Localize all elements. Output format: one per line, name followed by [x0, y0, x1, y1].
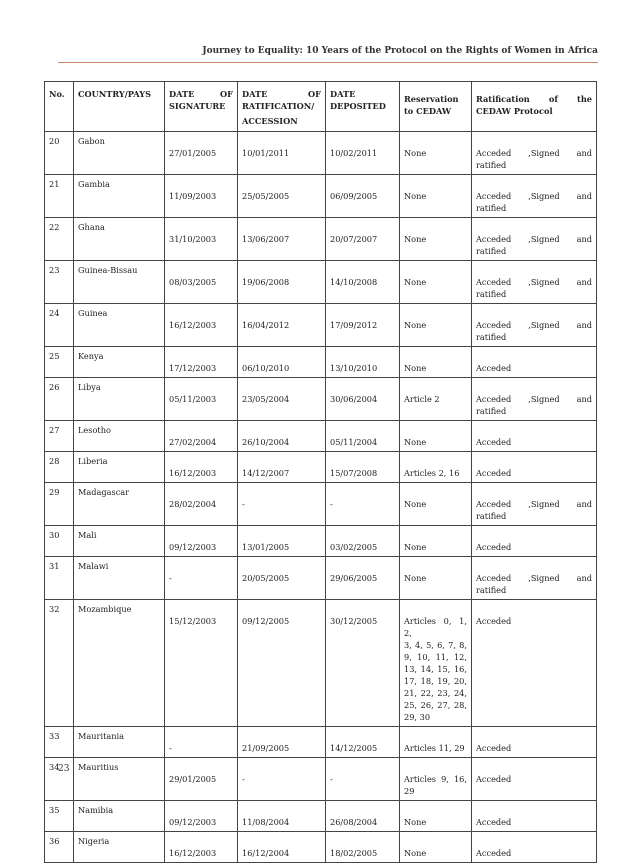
cell-ratification-date: 26/10/2004 [238, 421, 326, 452]
cell-country: Madagascar [74, 483, 165, 526]
protocol-status-line: ratified [476, 203, 507, 213]
cell-reservation [400, 727, 472, 758]
cell-deposited-date: - [326, 758, 400, 801]
cell-signature-date: 28/02/2004 [165, 483, 238, 526]
cell-deposited-date: 30/12/2005 [326, 600, 400, 727]
protocol-status-line: ratified [476, 246, 507, 256]
table-row [45, 421, 597, 452]
table-row [45, 832, 597, 863]
cell-signature-date: 16/12/2003 [165, 452, 238, 483]
reservation-line: 29 [404, 786, 415, 796]
cell-country: Mauritania [74, 727, 165, 758]
cell-reservation [400, 421, 472, 452]
reservation-line: 3, 4, 5, 6, 7, 8, [404, 640, 467, 650]
cell-reservation [400, 304, 472, 347]
cell-reservation [400, 526, 472, 557]
col-header-protocol: Ratification of the CEDAW Protocol [472, 82, 597, 132]
reservation-line: None [404, 573, 427, 583]
cell-reservation [400, 378, 472, 421]
cell-country: Nigeria [74, 832, 165, 863]
cell-deposited-date: 18/02/2005 [326, 832, 400, 863]
protocol-status-line: Acceded ,Signed and [476, 394, 592, 404]
cell-ratification-date: 25/05/2005 [238, 175, 326, 218]
cell-ratification-date: 13/01/2005 [238, 526, 326, 557]
reservation-line: None [404, 817, 427, 827]
protocol-status-line: Acceded ,Signed and [476, 148, 592, 158]
protocol-status-line: ratified [476, 406, 507, 416]
cell-no: 36 [45, 832, 74, 863]
cell-deposited-date: 10/02/2011 [326, 132, 400, 175]
cell-deposited-date: 14/12/2005 [326, 727, 400, 758]
cell-protocol-status [472, 132, 597, 175]
cell-country: Guinea-Bissau [74, 261, 165, 304]
cell-no: 25 [45, 347, 74, 378]
reservation-line: Articles 2, 16 [404, 468, 460, 478]
ratification-table [44, 81, 597, 863]
cell-deposited-date: 15/07/2008 [326, 452, 400, 483]
col-header-signature: DATE OF SIGNATURE [165, 82, 238, 132]
protocol-status-line: Acceded [476, 542, 512, 552]
protocol-status-line: Acceded ,Signed and [476, 573, 592, 583]
protocol-status-line: Acceded [476, 743, 512, 753]
cell-reservation [400, 832, 472, 863]
cell-deposited-date: 14/10/2008 [326, 261, 400, 304]
cell-no: 20 [45, 132, 74, 175]
cell-ratification-date: 10/01/2011 [238, 132, 326, 175]
protocol-status-line: Acceded [476, 468, 512, 478]
reservation-line: None [404, 148, 427, 158]
cell-signature-date: 29/01/2005 [165, 758, 238, 801]
reservation-line: Articles 9, 16, [404, 774, 467, 784]
cell-deposited-date: 13/10/2010 [326, 347, 400, 378]
cell-deposited-date: 30/06/2004 [326, 378, 400, 421]
cell-country: Lesotho [74, 421, 165, 452]
reservation-line: Articles 0, 1, 2, [404, 616, 467, 638]
cell-ratification-date: 16/12/2004 [238, 832, 326, 863]
cell-protocol-status [472, 801, 597, 832]
cell-deposited-date: 05/11/2004 [326, 421, 400, 452]
cell-deposited-date: 29/06/2005 [326, 557, 400, 600]
cell-country: Libya [74, 378, 165, 421]
table-row [45, 378, 597, 421]
cell-deposited-date: 20/07/2007 [326, 218, 400, 261]
protocol-status-line: Acceded [476, 774, 512, 784]
cell-deposited-date: - [326, 483, 400, 526]
table-body [45, 132, 597, 863]
table-header-row [45, 82, 597, 132]
cell-protocol-status [472, 421, 597, 452]
cell-protocol-status [472, 261, 597, 304]
cell-country: Mali [74, 526, 165, 557]
cell-country: Mozambique [74, 600, 165, 727]
cell-no: 21 [45, 175, 74, 218]
table-row [45, 801, 597, 832]
protocol-status-line: Acceded ,Signed and [476, 234, 592, 244]
cell-protocol-status [472, 452, 597, 483]
cell-country: Kenya [74, 347, 165, 378]
cell-signature-date: - [165, 727, 238, 758]
cell-no: 27 [45, 421, 74, 452]
protocol-status-line: ratified [476, 511, 507, 521]
cell-signature-date: 05/11/2003 [165, 378, 238, 421]
cell-deposited-date: 17/09/2012 [326, 304, 400, 347]
reservation-line: None [404, 191, 427, 201]
cell-signature-date: 27/01/2005 [165, 132, 238, 175]
cell-no: 26 [45, 378, 74, 421]
cell-deposited-date: 03/02/2005 [326, 526, 400, 557]
cell-reservation [400, 218, 472, 261]
reservation-line: None [404, 542, 427, 552]
cell-no: 24 [45, 304, 74, 347]
col-header-ratification: DATE OF RATIFICATION/ ACCESSION [238, 82, 326, 132]
protocol-status-line: ratified [476, 160, 507, 170]
cell-reservation [400, 132, 472, 175]
cell-ratification-date: 23/05/2004 [238, 378, 326, 421]
cell-protocol-status [472, 347, 597, 378]
cell-country: Gambia [74, 175, 165, 218]
cell-no: 30 [45, 526, 74, 557]
cell-no: 31 [45, 557, 74, 600]
reservation-line: 25, 26, 27, 28, [404, 700, 467, 710]
protocol-status-line: Acceded [476, 848, 512, 858]
cell-reservation [400, 557, 472, 600]
cell-country: Ghana [74, 218, 165, 261]
cell-protocol-status [472, 378, 597, 421]
cell-ratification-date: 16/04/2012 [238, 304, 326, 347]
header-rule [58, 62, 598, 63]
col-header-reservation: Reservation to CEDAW [400, 82, 472, 132]
cell-deposited-date: 06/09/2005 [326, 175, 400, 218]
cell-ratification-date: 21/09/2005 [238, 727, 326, 758]
cell-deposited-date: 26/08/2004 [326, 801, 400, 832]
running-header: Journey to Equality: 10 Years of the Protocol on the Rights of Women in Africa [202, 46, 598, 56]
reservation-line: Article 2 [404, 394, 440, 404]
reservation-line: 21, 22, 23, 24, [404, 688, 467, 698]
cell-reservation [400, 261, 472, 304]
reservation-line: None [404, 363, 427, 373]
cell-country: Namibia [74, 801, 165, 832]
cell-protocol-status [472, 727, 597, 758]
col-header-deposited: DATE DEPOSITED [326, 82, 400, 132]
cell-signature-date: 09/12/2003 [165, 526, 238, 557]
reservation-line: None [404, 437, 427, 447]
cell-signature-date: 27/02/2004 [165, 421, 238, 452]
cell-no: 29 [45, 483, 74, 526]
protocol-status-line: Acceded [476, 437, 512, 447]
cell-protocol-status [472, 218, 597, 261]
cell-reservation [400, 347, 472, 378]
protocol-status-line: ratified [476, 585, 507, 595]
table-row [45, 452, 597, 483]
protocol-status-line: ratified [476, 332, 507, 342]
reservation-line: None [404, 499, 427, 509]
cell-no: 34 [45, 758, 74, 801]
reservation-line: None [404, 234, 427, 244]
cell-signature-date: 09/12/2003 [165, 801, 238, 832]
cell-country: Mauritius [74, 758, 165, 801]
cell-ratification-date: - [238, 758, 326, 801]
table-row [45, 304, 597, 347]
cell-country: Liberia [74, 452, 165, 483]
cell-protocol-status [472, 600, 597, 727]
cell-country: Gabon [74, 132, 165, 175]
cell-signature-date: 16/12/2003 [165, 304, 238, 347]
protocol-status-line: Acceded [476, 616, 512, 626]
reservation-line: Articles 11, 29 [404, 743, 465, 753]
table-row [45, 600, 597, 727]
table-row [45, 218, 597, 261]
cell-ratification-date: 13/06/2007 [238, 218, 326, 261]
reservation-line: 29, 30 [404, 712, 431, 722]
reservation-line: None [404, 320, 427, 330]
protocol-status-line: ratified [476, 289, 507, 299]
cell-signature-date: - [165, 557, 238, 600]
cell-protocol-status [472, 557, 597, 600]
protocol-status-line: Acceded ,Signed and [476, 499, 592, 509]
cell-protocol-status [472, 758, 597, 801]
cell-reservation [400, 801, 472, 832]
reservation-line: None [404, 277, 427, 287]
cell-no: 33 [45, 727, 74, 758]
reservation-line: 9, 10, 11, 12, [404, 652, 467, 662]
cell-ratification-date: 11/08/2004 [238, 801, 326, 832]
table-row [45, 483, 597, 526]
cell-signature-date: 16/12/2003 [165, 832, 238, 863]
cell-protocol-status [472, 832, 597, 863]
table-row [45, 175, 597, 218]
protocol-status-line: Acceded ,Signed and [476, 277, 592, 287]
cell-no: 23 [45, 261, 74, 304]
table-row [45, 727, 597, 758]
table-row [45, 557, 597, 600]
cell-signature-date: 11/09/2003 [165, 175, 238, 218]
col-header-no: No. [45, 82, 74, 132]
table-row [45, 132, 597, 175]
cell-reservation [400, 483, 472, 526]
cell-reservation [400, 758, 472, 801]
protocol-status-line: Acceded [476, 817, 512, 827]
protocol-status-line: Acceded ,Signed and [476, 320, 592, 330]
cell-country: Malawi [74, 557, 165, 600]
cell-ratification-date: 20/05/2005 [238, 557, 326, 600]
cell-country: Guinea [74, 304, 165, 347]
cell-ratification-date: - [238, 483, 326, 526]
cell-no: 22 [45, 218, 74, 261]
cell-ratification-date: 06/10/2010 [238, 347, 326, 378]
cell-ratification-date: 19/06/2008 [238, 261, 326, 304]
reservation-line: None [404, 848, 427, 858]
cell-ratification-date: 14/12/2007 [238, 452, 326, 483]
cell-signature-date: 17/12/2003 [165, 347, 238, 378]
reservation-line: 17, 18, 19, 20, [404, 676, 467, 686]
cell-protocol-status [472, 175, 597, 218]
cell-protocol-status [472, 526, 597, 557]
table-row [45, 261, 597, 304]
cell-signature-date: 31/10/2003 [165, 218, 238, 261]
protocol-status-line: Acceded ,Signed and [476, 191, 592, 201]
col-header-country: COUNTRY/PAYS [74, 82, 165, 132]
cell-signature-date: 08/03/2005 [165, 261, 238, 304]
cell-no: 35 [45, 801, 74, 832]
cell-protocol-status [472, 304, 597, 347]
reservation-line: 13, 14, 15, 16, [404, 664, 467, 674]
protocol-status-line: Acceded [476, 363, 512, 373]
cell-reservation [400, 452, 472, 483]
table-row [45, 347, 597, 378]
cell-reservation [400, 175, 472, 218]
cell-no: 28 [45, 452, 74, 483]
cell-signature-date: 15/12/2003 [165, 600, 238, 727]
cell-ratification-date: 09/12/2005 [238, 600, 326, 727]
cell-no: 32 [45, 600, 74, 727]
cell-reservation [400, 600, 472, 727]
cell-protocol-status [472, 483, 597, 526]
table-row [45, 526, 597, 557]
table-row [45, 758, 597, 801]
page-number: 23 [58, 764, 70, 774]
